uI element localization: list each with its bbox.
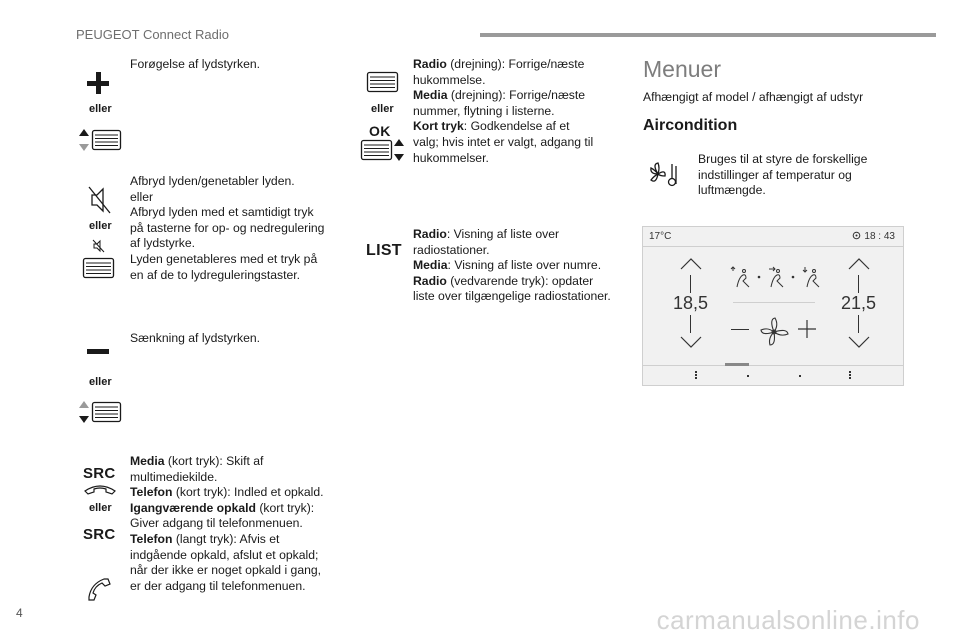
screen-menu-dots[interactable] xyxy=(695,371,697,379)
right-temp-line xyxy=(858,315,859,333)
phone-icon xyxy=(83,483,117,495)
left-temp-line xyxy=(690,275,691,293)
text-line: indstillinger af temperatur og xyxy=(698,167,852,182)
bold-term: Kort tryk xyxy=(413,119,464,134)
text-line xyxy=(130,532,365,548)
bold-term: Media xyxy=(130,454,165,468)
air-distribution-icons[interactable] xyxy=(729,265,829,291)
text-line xyxy=(413,57,623,73)
header-title: PEUGEOT Connect Radio xyxy=(76,27,229,42)
text-line: Lyden genetableres med et tryk på xyxy=(130,251,318,266)
text-span: (drejning): Forrige/næste xyxy=(447,88,586,103)
text-span: : Visning af liste over numre. xyxy=(447,258,602,273)
outside-temp: 17°C xyxy=(649,231,672,242)
radio-rotary-text xyxy=(413,57,623,166)
list-text xyxy=(413,227,628,305)
eller-label: eller xyxy=(89,103,112,115)
volume-wheel-up-icon xyxy=(78,128,124,152)
ok-label: OK xyxy=(369,123,391,139)
bold-term: Igangværende opkald xyxy=(130,500,256,515)
volume-wheel-down-icon xyxy=(78,400,124,424)
text-line: af lydstyrke. xyxy=(130,236,196,251)
right-temp-down-button[interactable] xyxy=(847,335,871,349)
bold-term: Radio xyxy=(413,273,447,288)
text-line: valg; hvis intet er valgt, adgang til xyxy=(413,134,594,149)
text-line xyxy=(413,258,628,274)
rotary-wheel-icon xyxy=(366,70,400,94)
text-line xyxy=(413,119,623,135)
text-line xyxy=(413,88,623,104)
text-span: (kort tryk): Skift af xyxy=(164,454,264,468)
left-temp-down-button[interactable] xyxy=(679,335,703,349)
text-span: (kort tryk): Indled et opkald. xyxy=(172,485,324,500)
text-line: eller xyxy=(130,189,154,204)
plus-icon xyxy=(86,71,110,95)
bold-term: Media xyxy=(413,88,448,103)
gps-icon xyxy=(852,231,861,240)
eller-label: eller xyxy=(371,103,394,115)
src-label: SRC xyxy=(83,526,116,543)
right-temp-line xyxy=(858,275,859,293)
right-temp-value[interactable]: 21,5 xyxy=(841,293,877,313)
ac-title: Aircondition xyxy=(643,117,738,134)
text-line: Afbryd lyden/genetabler lyden. xyxy=(130,174,295,188)
text-line xyxy=(130,454,365,470)
mute-small-icon xyxy=(92,239,106,253)
page-number: 4 xyxy=(16,606,23,620)
text-line: multimediekilde. xyxy=(130,469,218,484)
ok-wheel-icon xyxy=(360,138,406,162)
text-span: (langt tryk): Afvis et xyxy=(172,531,280,546)
text-line: Giver adgang til telefonmenuen. xyxy=(130,516,303,531)
text-line: luftmængde. xyxy=(698,183,766,198)
ac-description xyxy=(698,152,898,199)
screen-bottom-divider xyxy=(643,365,903,366)
screen-dot xyxy=(799,375,801,377)
header-rule xyxy=(480,33,936,37)
text-line: hukommelse. xyxy=(413,72,486,87)
fan-decrease-button[interactable] xyxy=(731,329,749,330)
clock-text: 18 : 43 xyxy=(864,231,895,242)
text-line: Bruges til at styre de forskellige xyxy=(698,152,868,166)
volume-up-text: Forøgelse af lydstyrken. xyxy=(130,57,261,71)
left-temp-up-button[interactable] xyxy=(679,257,703,271)
minus-icon xyxy=(86,348,110,356)
text-line: en af de to lydreguleringstaster. xyxy=(130,267,301,282)
volume-down-text: Sænkning af lydstyrken. xyxy=(130,331,261,345)
eller-label: eller xyxy=(89,376,112,388)
menu-subtitle: Afhængigt af model / afhængigt af udstyr xyxy=(643,90,864,104)
fan-icon xyxy=(759,317,791,347)
eller-label: eller xyxy=(89,220,112,232)
text-line xyxy=(130,485,365,501)
text-span: (kort tryk): xyxy=(255,500,315,515)
volume-wheel-icon xyxy=(82,256,116,280)
mute-icon xyxy=(88,185,112,215)
menu-title: Menuer xyxy=(643,56,721,82)
clock-display xyxy=(852,231,895,242)
screen-divider xyxy=(733,302,815,303)
right-temp-up-button[interactable] xyxy=(847,257,871,271)
text-span: : Visning af liste over xyxy=(446,227,560,241)
ac-screen xyxy=(642,226,904,386)
text-line: hukommelser. xyxy=(413,150,489,165)
text-span: : Godkendelse af et xyxy=(463,119,570,134)
text-line: Afbryd lyden med et samtidigt tryk xyxy=(130,205,314,220)
text-line: radiostationer. xyxy=(413,242,490,257)
left-temp-line xyxy=(690,315,691,333)
left-temp-value[interactable]: 18,5 xyxy=(673,293,709,313)
text-line: indgående opkald, afslut et opkald; xyxy=(130,547,319,562)
bold-term: Radio xyxy=(413,227,447,241)
src-label: SRC xyxy=(83,465,116,482)
screen-menu-dots[interactable] xyxy=(849,371,851,379)
screen-page-indicator xyxy=(725,363,749,366)
text-line xyxy=(130,501,365,517)
eller-label: eller xyxy=(89,502,112,514)
bold-term: Media xyxy=(413,258,448,273)
text-line: er der adgang til telefonmenuen. xyxy=(130,578,306,593)
watermark: carmanualsonline.info xyxy=(656,605,920,635)
text-line: på tasterne for op- og nedregulering xyxy=(130,220,325,235)
bold-term: Telefon xyxy=(130,531,173,546)
src-text xyxy=(130,454,365,594)
text-span: (vedvarende tryk): opdater xyxy=(446,273,594,288)
text-line xyxy=(413,227,628,243)
mute-text xyxy=(130,174,360,283)
text-line: liste over tilgængelige radiostationer. xyxy=(413,289,611,304)
screen-dot xyxy=(747,375,749,377)
list-label: LIST xyxy=(366,242,402,259)
fan-increase-button[interactable] xyxy=(797,319,817,339)
phone-handset-icon xyxy=(86,576,112,602)
text-span: (drejning): Forrige/næste xyxy=(446,57,585,71)
text-line: nummer, flytning i listerne. xyxy=(413,103,555,118)
screen-status-bar xyxy=(643,227,903,247)
bold-term: Telefon xyxy=(130,485,173,500)
text-line xyxy=(413,274,628,290)
bold-term: Radio xyxy=(413,57,447,71)
text-line: når der ikke er noget opkald i gang, xyxy=(130,563,322,578)
aircondition-icon xyxy=(648,160,686,188)
